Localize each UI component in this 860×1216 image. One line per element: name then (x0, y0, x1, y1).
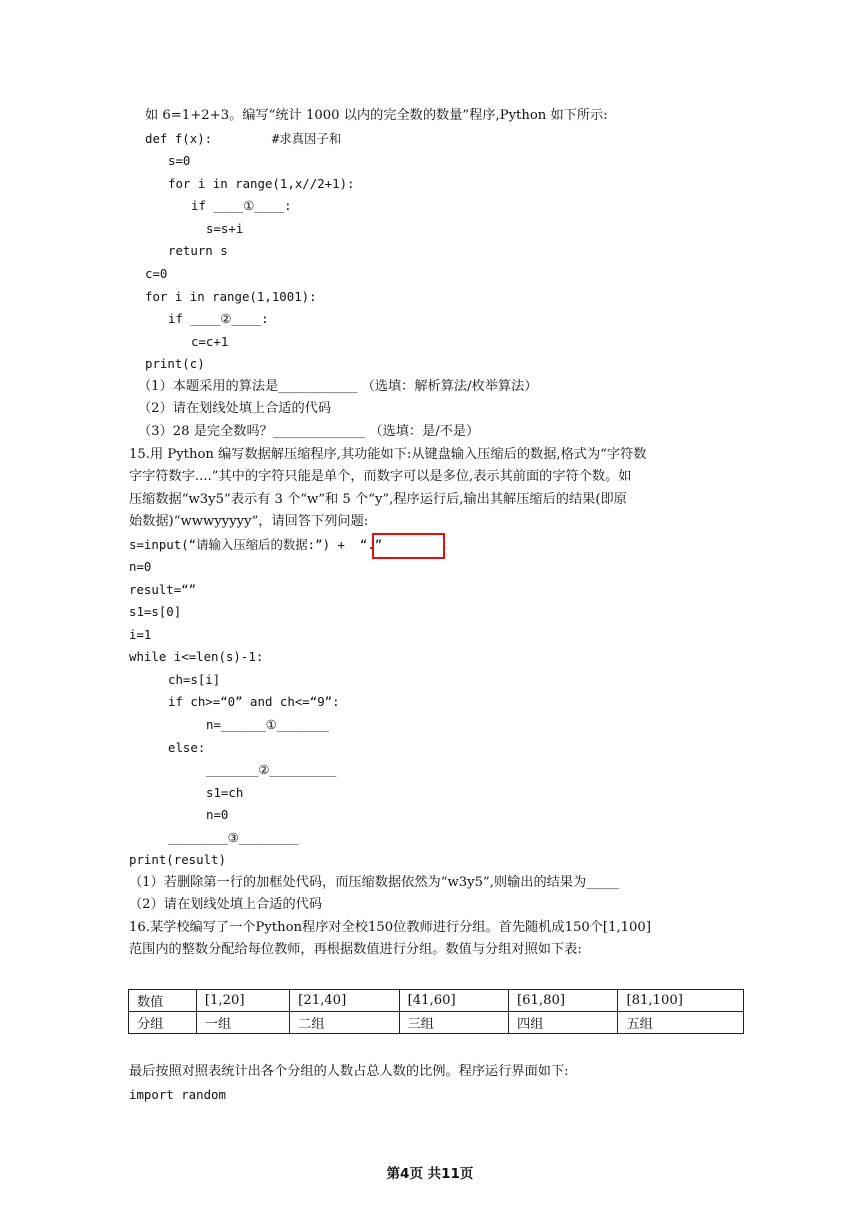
text-line: 16.某学校编写了一个Python程序对全校150位教师进行分组。首先随机成150个[1,100] (129, 920, 651, 935)
code-line: if ____①____: (191, 198, 292, 213)
table-cell: [41,60] (399, 990, 508, 1012)
table-cell: 四组 (509, 1012, 618, 1034)
table-cell: 二组 (290, 1012, 399, 1034)
code-line: s=0 (168, 153, 191, 168)
code-line: n=0 (206, 807, 229, 822)
code-line: n=0 (129, 559, 152, 574)
highlight-box (372, 533, 445, 559)
table-cell: [61,80] (509, 990, 618, 1012)
text-line: 15.用 Python 编写数据解压缩程序,其功能如下:从键盘输入压缩后的数据,格式为“字符数 (129, 447, 647, 462)
code-line: i=1 (129, 627, 152, 642)
table-cell: 数值 (129, 990, 197, 1012)
table-cell: [1,20] (196, 990, 289, 1012)
text-line: 如 6=1+2+3。编写“统计 1000 以内的完全数的数量”程序,Python 如下所示: (145, 108, 608, 123)
code-line: n=______①_______ (206, 717, 330, 732)
code-line: for i in range(1,x//2+1): (168, 176, 355, 191)
code-line: s1=s[0] (129, 604, 182, 619)
code-line: result=“” (129, 582, 197, 597)
code-line: def f(x): #求真因子和 (145, 131, 342, 146)
code-line: while i<=len(s)-1: (129, 649, 264, 664)
question-line: （1）本题采用的算法是____________ （选填：解析算法/枚举算法） (138, 379, 538, 394)
table-cell: 三组 (399, 1012, 508, 1034)
code-line: if ch>=“0” and ch<=“9”: (168, 694, 340, 709)
code-line: for i in range(1,1001): (145, 289, 317, 304)
code-line: else: (168, 740, 206, 755)
table-row (129, 990, 744, 1012)
question-line: （2）请在划线处填上合适的代码 (129, 897, 323, 912)
code-line: print(c) (145, 356, 205, 371)
code-line: c=c+1 (191, 334, 229, 349)
text-line: 范围内的整数分配给每位教师，再根据数值进行分组。数值与分组对照如下表: (129, 942, 582, 957)
text-line: 压缩数据“w3y5”表示有 3 个“w”和 5 个“y”,程序运行后,输出其解压缩后的结果(即原 (129, 492, 627, 507)
code-line: print(result) (129, 852, 226, 867)
code-line: c=0 (145, 266, 168, 281)
text-line: 最后按照对照表统计出各个分组的人数占总人数的比例。程序运行界面如下: (129, 1064, 569, 1079)
code-line: if ____②____: (168, 311, 269, 326)
table-cell: 五组 (618, 1012, 744, 1034)
question-line: （3）28 是完全数吗？______________ （选填：是/不是） (138, 424, 480, 439)
table-cell: [81,100] (618, 990, 744, 1012)
page-footer: 第4页 共11页 (386, 1166, 474, 1182)
question-line: （2）请在划线处填上合适的代码 (138, 401, 332, 416)
table-row (129, 1012, 744, 1034)
table-cell: [21,40] (290, 990, 399, 1012)
table-cell: 分组 (129, 1012, 197, 1034)
code-line: s1=ch (206, 785, 244, 800)
code-line: ________③________ (168, 830, 299, 845)
code-line: ch=s[i] (168, 672, 221, 687)
code-line: import random (129, 1087, 226, 1102)
question-line: （1）若删除第一行的加框处代码，而压缩数据依然为“w3y5”,则输出的结果为_____ (129, 875, 620, 890)
table-cell: 一组 (196, 1012, 289, 1034)
grouping-table (128, 989, 744, 1034)
text-line: 字字符数字....”其中的字符只能是单个，而数字可以是多位,表示其前面的字符个数。如 (129, 469, 632, 484)
code-line: _______②_________ (206, 762, 337, 777)
code-line: s=input(“请输入压缩后的数据:”) + “.” (129, 537, 383, 552)
code-line: s=s+i (206, 221, 244, 236)
text-line: 始数据)“wwwyyyyy”，请回答下列问题: (129, 514, 369, 529)
code-line: return s (168, 243, 228, 258)
